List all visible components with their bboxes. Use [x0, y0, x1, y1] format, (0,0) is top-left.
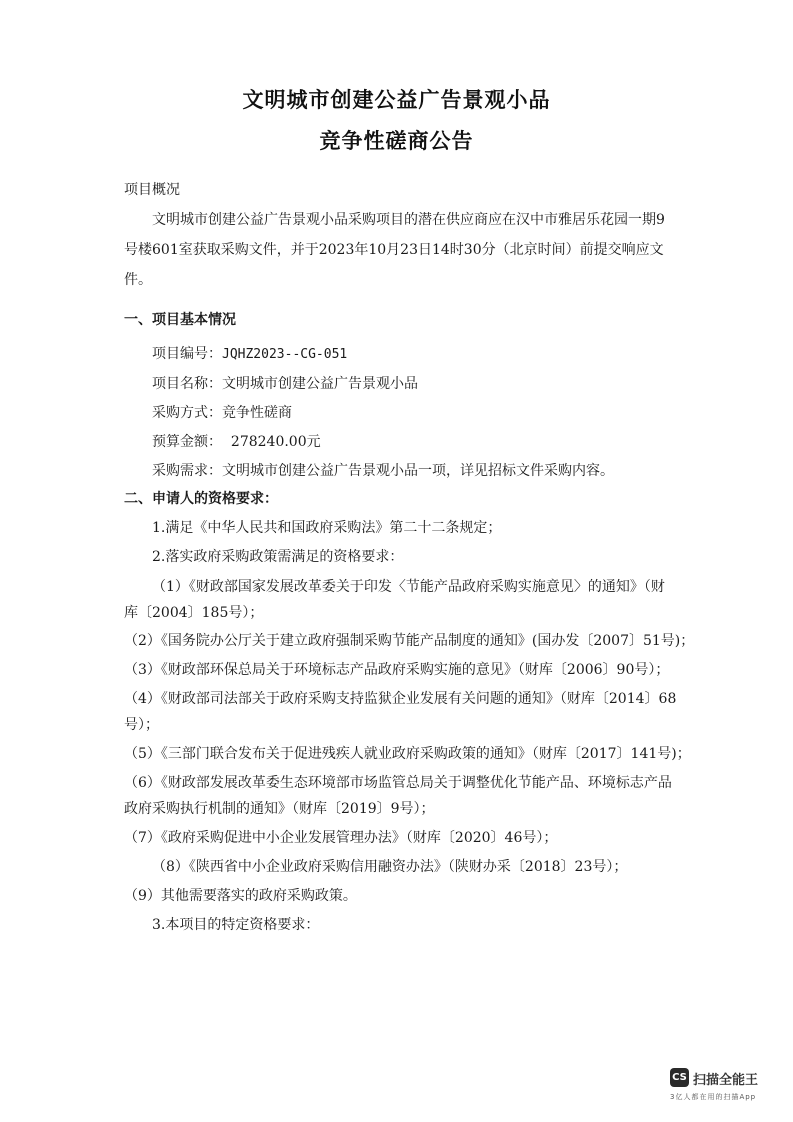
project-name: 项目名称：文明城市创建公益广告景观小品: [152, 376, 418, 392]
camscanner-watermark: [670, 1068, 770, 1108]
procurement-demand: 采购需求：文明城市创建公益广告景观小品一项，详见招标文件采购内容。: [152, 463, 614, 479]
watermark-name: 扫描全能王: [693, 1073, 759, 1088]
policy-item: （9）其他需要落实的政府采购政策。: [124, 888, 357, 904]
policy-item: （1）《财政部国家发展改革委关于印发〈节能产品政府采购实施意见〉的通知》（财: [152, 579, 665, 595]
budget-label: 预算金额：: [152, 434, 222, 450]
project-number-label: 项目编号：: [152, 346, 222, 362]
overview-paragraph-line: 文明城市创建公益广告景观小品采购项目的潜在供应商应在汉中市雅居乐花园一期9: [152, 212, 665, 228]
overview-paragraph-line: 件。: [124, 272, 152, 288]
camscanner-logo-icon: CS: [670, 1068, 689, 1087]
requirement-item: 1.满足《中华人民共和国政府采购法》第二十二条规定；: [152, 520, 502, 536]
project-number: [152, 345, 347, 364]
policy-item-continued: 号）；: [124, 717, 159, 733]
overview-paragraph-line: 号楼601室获取采购文件，并于2023年10月23日14时30分（北京时间）前提交响应文: [124, 242, 664, 258]
budget-value: 278240.00元: [230, 434, 321, 450]
procurement-method: 采购方式：竞争性磋商: [152, 405, 292, 421]
document-subtitle: 竞争性磋商公告: [319, 129, 474, 153]
watermark-tagline: 3亿人都在用的扫描App: [670, 1093, 757, 1101]
policy-item: （7）《政府采购促进中小企业发展管理办法》（财库〔2020〕46号）；: [124, 830, 558, 846]
document-title: 文明城市创建公益广告景观小品: [242, 88, 551, 112]
section-heading: 一、项目基本情况: [124, 312, 236, 328]
project-number-value: JQHZ2023--CG-051: [222, 347, 348, 362]
policy-item-continued: 政府采购执行机制的通知》（财库〔2019〕9号）；: [124, 801, 435, 817]
policy-item: （4）《财政部司法部关于政府采购支持监狱企业发展有关问题的通知》（财库〔2014〕68: [124, 691, 677, 707]
policy-item: （8）《陕西省中小企业政府采购信用融资办法》（陕财办采〔2018〕23号）；: [152, 859, 628, 875]
policy-item: （3）《财政部环保总局关于环境标志产品政府采购实施的意见》（财库〔2006〕90号）；: [124, 662, 670, 678]
requirement-item: 2.落实政府采购政策需满足的资格要求：: [152, 549, 404, 565]
overview-heading: 项目概况: [124, 182, 180, 198]
policy-item-continued: 库〔2004〕185号）；: [124, 605, 264, 621]
policy-item: （2）《国务院办公厅关于建立政府强制采购节能产品制度的通知》(国办发〔2007〕51号)；: [124, 633, 695, 649]
budget-amount: [152, 433, 321, 451]
policy-item: （5）《三部门联合发布关于促进残疾人就业政府采购政策的通知》（财库〔2017〕141号)；: [124, 746, 691, 762]
section-heading: 二、申请人的资格要求：: [124, 491, 278, 507]
requirement-item: 3.本项目的特定资格要求：: [152, 917, 320, 933]
policy-item: （6）《财政部发展改革委生态环境部市场监管总局关于调整优化节能产品、环境标志产品: [124, 775, 672, 791]
